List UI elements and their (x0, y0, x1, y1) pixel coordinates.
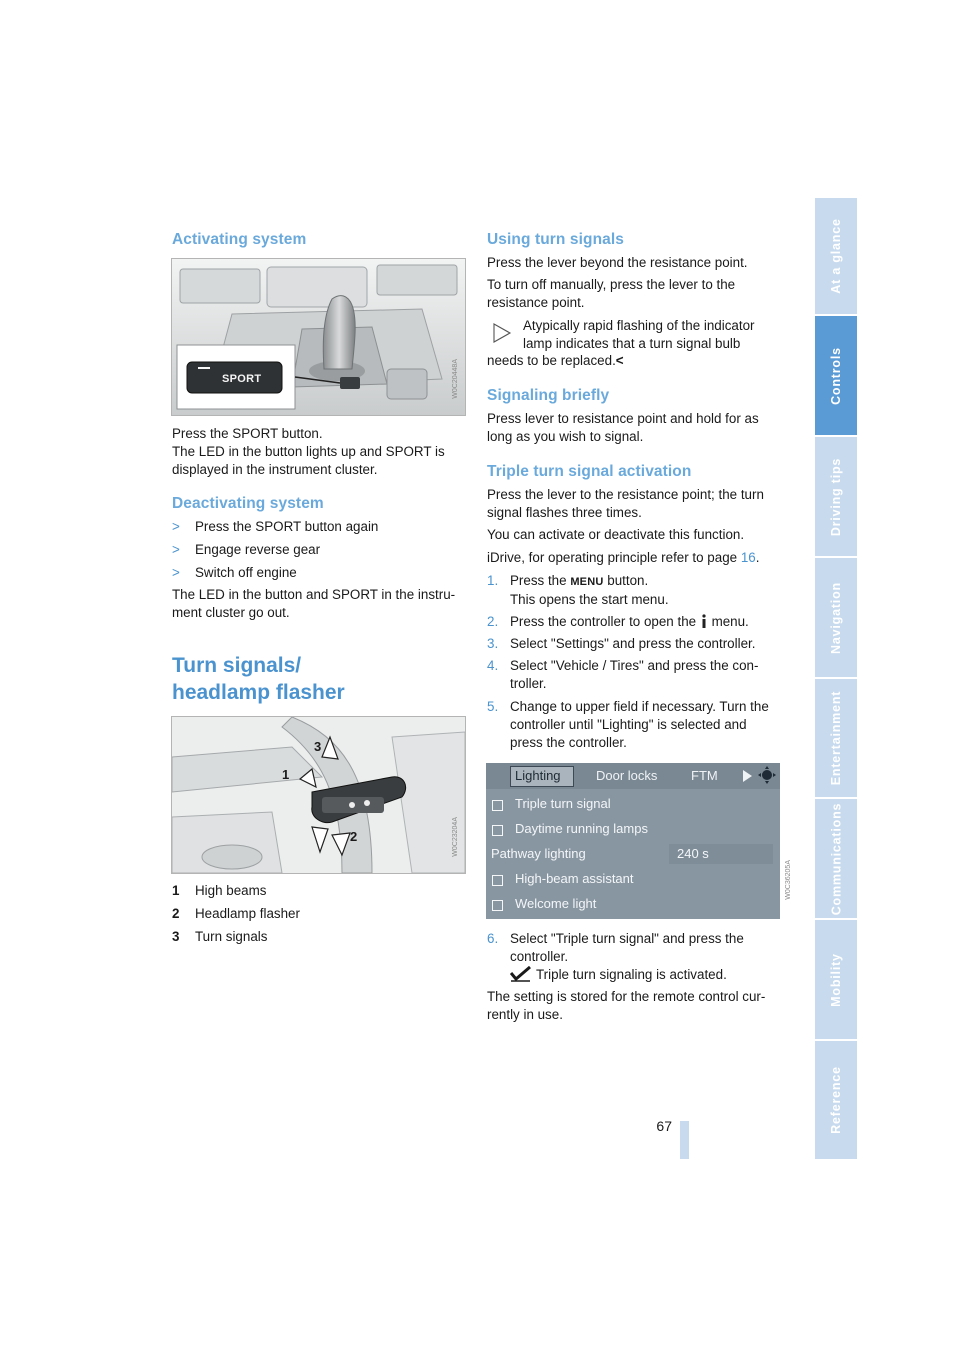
step-3: 3. Select "Settings" and press the controller. (487, 636, 756, 651)
heading-signaling-briefly: Signaling briefly (487, 387, 610, 404)
note-text-1: Atypically rapid flashing of the indicator lamp indicates that a turn signal bulb (523, 318, 755, 351)
deactivating-list (172, 518, 467, 582)
note-icon (490, 321, 514, 345)
chapter-tabs (815, 198, 857, 1159)
checkbox-icon[interactable] (492, 825, 503, 836)
pathway-lighting-value: 240 s (677, 846, 709, 861)
list-item: > Engage reverse gear (172, 542, 321, 557)
heading-deactivating-system: Deactivating system (172, 495, 324, 512)
menu-tab-lighting[interactable]: Lighting (515, 768, 561, 783)
tab-reference[interactable]: Reference (815, 1041, 857, 1159)
menu-tab-door-locks[interactable]: Door locks (596, 768, 658, 783)
console-illustration (172, 259, 465, 415)
list-item: > Switch off engine (172, 565, 297, 580)
heading-activating-system: Activating system (172, 231, 307, 248)
list-item: > Press the SPORT button again (172, 519, 379, 534)
triple-text-2: You can activate or deactivate this function. (487, 527, 745, 542)
note-text-2-line (487, 352, 782, 370)
triple-text-1: Press the lever to the resistance point; the turn signal flashes three times. (487, 487, 764, 520)
tab-communications[interactable]: Communications (815, 799, 857, 918)
image-code-2: W0C23204A (452, 817, 459, 857)
page-number: 67 (656, 1118, 672, 1134)
activating-line-1: Press the SPORT button. (172, 426, 323, 441)
menu-item[interactable]: Daytime running lamps (486, 818, 780, 842)
activating-line-2: The LED in the button lights up and SPORT is displayed in the instrument cluster. (172, 444, 445, 477)
checkbox-icon[interactable] (492, 800, 503, 811)
using-text-1: Press the lever beyond the resistance point. (487, 255, 748, 270)
legend-item: 1 High beams (172, 883, 267, 898)
callout-1: 1 (282, 767, 290, 782)
tab-navigation[interactable]: Navigation (815, 558, 857, 677)
step-6-confirm: Triple turn signaling is activated. (510, 966, 780, 987)
image-code-1: W0C20448A (452, 359, 459, 399)
step-1: 1. Press the MENU button. This opens the start menu. (487, 573, 669, 607)
bullet-marker: > (172, 565, 180, 580)
checkmark-icon (510, 966, 532, 987)
tab-entertainment[interactable]: Entertainment (815, 679, 857, 797)
menu-item[interactable]: Welcome light (486, 893, 780, 917)
turn-signal-lever-image (171, 716, 466, 874)
final-text: The setting is stored for the remote control cur-rently in use. (487, 989, 766, 1022)
legend-item: 3 Turn signals (172, 929, 268, 944)
step-5: 5. Change to upper field if necessary. Turn the controller until "Lighting" is selected and press the controller. (487, 699, 769, 750)
page-link[interactable]: 16 (740, 550, 756, 565)
idrive-lighting-menu (486, 763, 780, 919)
info-icon (700, 614, 708, 633)
briefly-text: Press lever to resistance point and hold for as long as you wish to signal. (487, 411, 759, 444)
menu-tab-ftm[interactable]: FTM (691, 768, 718, 783)
deactivating-text: The LED in the button and SPORT in the instru-ment cluster go out. (172, 587, 456, 620)
heading-turn-signals (172, 652, 345, 706)
tab-controls[interactable]: Controls (815, 316, 857, 435)
heading-line-2: headlamp flasher (172, 681, 345, 704)
image-code-3: W0C36205A (785, 860, 792, 900)
legend-item: 2 Headlamp flasher (172, 906, 300, 921)
sport-button-label: SPORT (222, 373, 262, 385)
page-number-bar (680, 1121, 689, 1159)
menu-item[interactable]: High-beam assistant (486, 868, 780, 892)
step-4: 4. Select "Vehicle / Tires" and press the con-troller. (487, 658, 759, 691)
lever-legend (172, 882, 467, 946)
using-text-2: To turn off manually, press the lever to the resistance point. (487, 277, 736, 310)
menu-button-icon: MENU (570, 576, 604, 588)
heading-triple-turn-signal: Triple turn signal activation (487, 463, 692, 480)
callout-2: 2 (350, 829, 358, 844)
callout-3: 3 (314, 739, 322, 754)
tab-mobility[interactable]: Mobility (815, 920, 857, 1039)
note-text-2: needs to be replaced. (487, 353, 616, 368)
step-2: 2. Press the controller to open the menu. (487, 613, 782, 633)
idrive-reference: iDrive, for operating principle refer to page 16. (487, 550, 760, 565)
tab-driving-tips[interactable]: Driving tips (815, 437, 857, 556)
checkbox-icon[interactable] (492, 900, 503, 911)
checkbox-icon[interactable] (492, 875, 503, 886)
tab-at-a-glance[interactable]: At a glance (815, 198, 857, 314)
activating-text (172, 425, 467, 479)
bullet-marker: > (172, 542, 180, 557)
menu-item[interactable]: Triple turn signal (486, 793, 780, 817)
menu-next-arrow-icon[interactable] (741, 769, 753, 788)
heading-using-turn-signals: Using turn signals (487, 231, 625, 248)
note-end-marker: < (615, 353, 624, 368)
bullet-marker: > (172, 519, 180, 534)
menu-item[interactable]: Pathway lighting 240 s (486, 843, 780, 867)
menu-controller-icon (758, 766, 776, 789)
heading-line-1: Turn signals/ (172, 654, 302, 677)
step-6: 6. Select "Triple turn signal" and press the controller. (487, 931, 744, 964)
sport-button-image (171, 258, 466, 416)
